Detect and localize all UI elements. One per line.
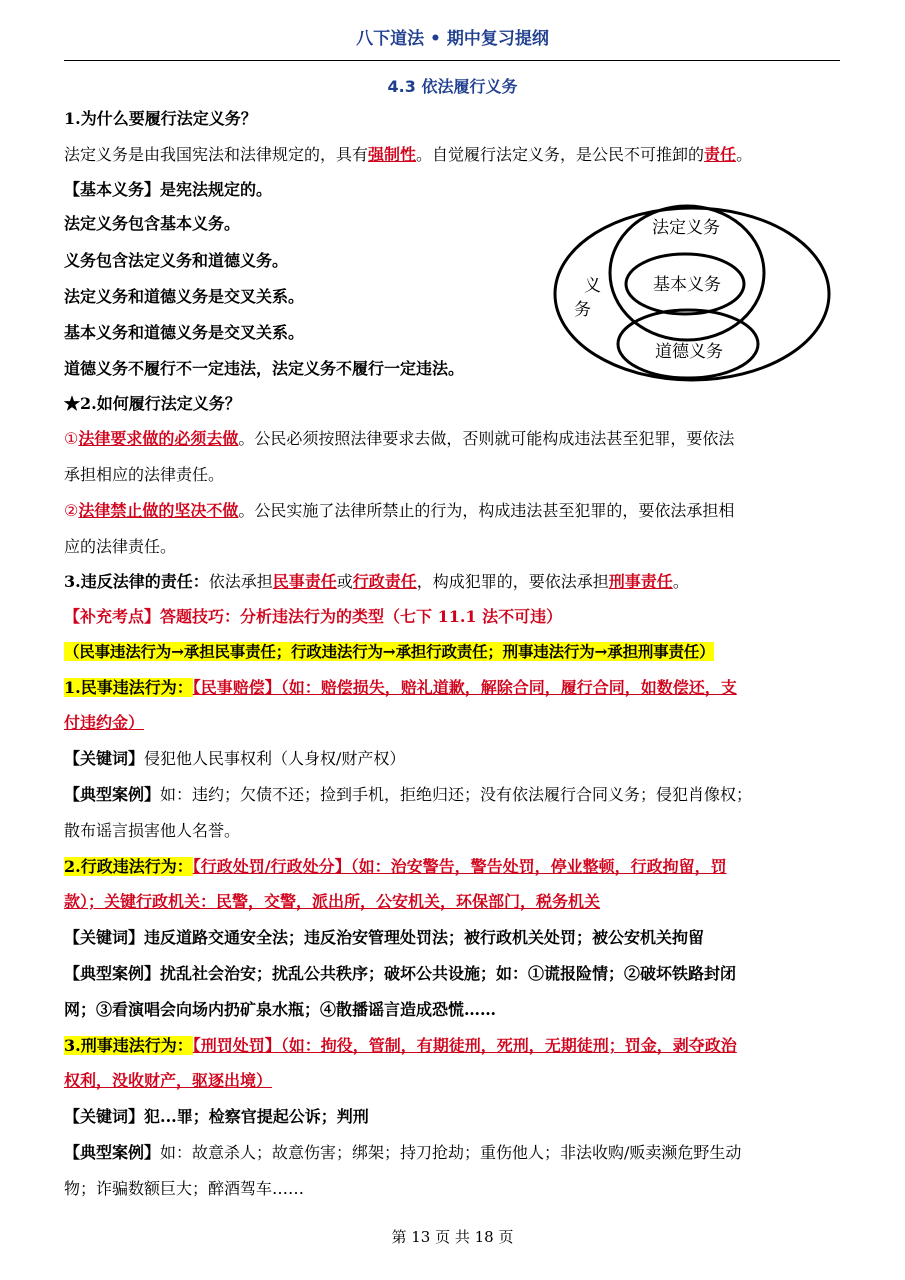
admin-detail-1: 【行政处罚/行政处分】（如：治安警告，警告处罚，停业整顿，行政拘留，罚 [192,857,727,876]
criminal-label: 3.刑事违法行为： [64,1036,193,1055]
basic-duty-label: 基本义务 [653,275,721,295]
page-number: 第 13 页 共 18 页 [391,1228,514,1246]
q2-point-2-text: 。公民实施了法律所禁止的行为，构成违法甚至犯罪的，要依法承担相 [238,501,735,520]
civil-line-1 [64,677,737,699]
q3-heading: 3.违反法律的责任： [64,572,209,591]
q2-heading: ★2.如何履行法定义务？ [64,394,241,413]
criminal-detail-2: 权利，没收财产，驱逐出境） [64,1071,273,1090]
admin-label: 2.行政违法行为： [64,857,193,876]
admin-case-1: 【典型案例】扰乱社会治安；扰乱公共秩序；破坏公共设施；如：①谎报险情；②破坏铁路封闭 [64,964,737,983]
q2-point-2-number: ② [64,501,79,520]
civil-keywords-text: 侵犯他人民事权利（人身权/财产权） [144,749,406,768]
legal-duty-label: 法定义务 [652,218,720,238]
criminal-case-2: 物；诈骗数额巨大；醉酒驾车…… [64,1179,305,1198]
q3-text-c: ，构成犯罪的，要依法承担 [416,572,609,591]
q1-statement-1: 法定义务包含基本义务。 [64,214,241,233]
admin-keywords: 【关键词】违反道路交通安全法；违反治安管理处罚法；被行政机关处罚；被公安机关拘留 [64,928,705,947]
q3-line [64,571,689,593]
q1-statement-5: 道德义务不履行不一定违法，法定义务不履行一定违法。 [64,359,465,378]
criminal-keywords: 【关键词】犯...罪；检察官提起公诉；判刑 [64,1107,369,1126]
q1-keyword-responsibility: 责任 [704,145,737,164]
q3-keyword-admin: 行政责任 [352,572,417,591]
q2-point-2 [64,500,734,522]
q2-point-2-keyword: 法律禁止做的坚决不做 [78,501,239,520]
q3-text-d: 。 [672,572,689,591]
supplement-title: 【补充考点】答题技巧：分析违法行为的类型（七下 11.1 法不可违） [64,607,563,626]
civil-keywords [64,748,405,770]
q2-point-1-keyword: 法律要求做的必须去做 [78,429,239,448]
criminal-detail-1: 【刑罚处罚】（如：拘役，管制，有期徒刑，死刑，无期徒刑；罚金，剥夺政治 [192,1036,737,1055]
q1-keyword-coercive: 强制性 [368,145,417,164]
q2-point-1-text: 。公民必须按照法律要求去做，否则就可能构成违法甚至犯罪，要依法 [238,429,735,448]
criminal-case-1 [64,1142,741,1164]
header-divider [64,60,840,61]
admin-case-2: 网；③看演唱会向场内扔矿泉水瓶；④散播谣言造成恐慌…… [64,1000,497,1019]
q1-basic-duty: 【基本义务】是宪法规定的。 [64,180,273,199]
q3-keyword-civil: 民事责任 [272,572,337,591]
q1-heading: 1.为什么要履行法定义务？ [64,109,257,128]
q2-point-2-continued: 应的法律责任。 [64,537,177,556]
q3-text-a: 依法承担 [208,572,273,591]
civil-label: 1.民事违法行为： [64,678,193,697]
outer-label-char-2: 务 [574,300,591,320]
header-title: 八下道法 • 期中复习提纲 [356,29,549,49]
criminal-line-1 [64,1035,737,1057]
admin-detail-2: 款）；关键行政机关：民警，交警，派出所，公安机关，环保部门，税务机关 [64,892,601,911]
civil-keywords-tag: 【关键词】 [64,749,145,768]
supplement-summary-highlight: （民事违法行为→承担民事责任；行政违法行为→承担行政责任；刑事违法行为→承担刑事责任） [64,642,715,661]
criminal-case-tag: 【典型案例】 [64,1143,161,1162]
outer-label-char-1: 义 [584,276,601,296]
supplement-summary [64,641,714,663]
q2-point-1-continued: 承担相应的法律责任。 [64,465,225,484]
q1-text-c: 。 [736,145,753,164]
civil-case-text: 如：违约；欠债不还；捡到手机，拒绝归还；没有依法履行合同义务；侵犯肖像权； [160,785,753,804]
civil-detail-1: 【民事赔偿】（如：赔偿损失，赔礼道歉，解除合同，履行合同，如数偿还，支 [192,678,737,697]
civil-case-2: 散布谣言损害他人名誉。 [64,821,241,840]
section-title: 4.3 依法履行义务 [387,77,518,96]
q1-statement-3: 法定义务和道德义务是交叉关系。 [64,287,305,306]
q1-statement-2: 义务包含法定义务和道德义务。 [64,251,289,270]
q3-text-b: 或 [336,572,353,591]
duty-venn-diagram [550,200,840,390]
q1-answer-line [64,144,752,166]
q2-point-1 [64,428,734,450]
criminal-case-text: 如：故意杀人；故意伤害；绑架；持刀抢劫；重伤他人；非法收购/贩卖濒危野生动 [160,1143,742,1162]
q1-text-b: 。自觉履行法定义务，是公民不可推卸的 [416,145,705,164]
q1-text-a: 法定义务是由我国宪法和法律规定的，具有 [64,145,369,164]
civil-case-tag: 【典型案例】 [64,785,161,804]
q2-point-1-number: ① [64,429,79,448]
moral-duty-label: 道德义务 [655,342,723,362]
q3-keyword-criminal: 刑事责任 [608,572,673,591]
civil-detail-2: 付违约金） [64,713,145,732]
civil-case-1 [64,784,752,806]
admin-line-1 [64,856,727,878]
q1-statement-4: 基本义务和道德义务是交叉关系。 [64,323,305,342]
